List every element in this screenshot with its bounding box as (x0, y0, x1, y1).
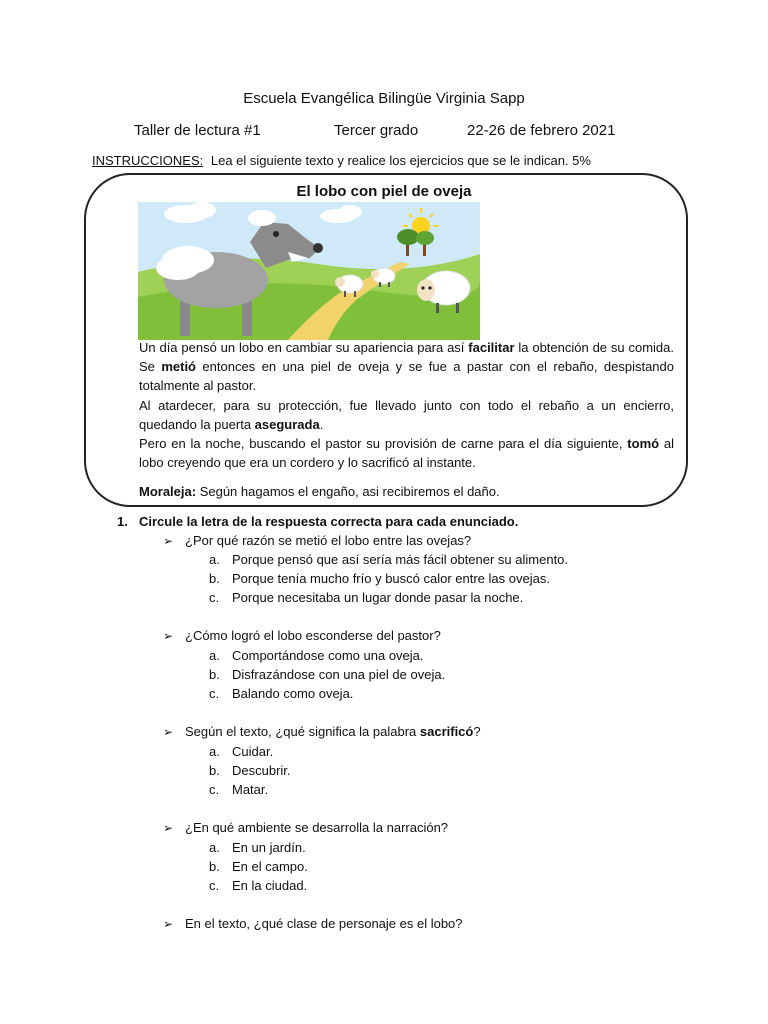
story-paragraph: Pero en la noche, buscando el pastor su provisión de carne para el día siguiente, tomó al lobo creyendo que era un cordero y lo sacrificó al instante. (139, 436, 674, 471)
moral-text: Según hagamos el engaño, asi recibiremos el daño. (196, 484, 500, 499)
date-range: 22-26 de febrero 2021 (467, 122, 616, 139)
answer-option[interactable]: b. Disfrazándose con una piel de oveja. (209, 667, 446, 682)
story-paragraph: Un día pensó un lobo en cambiar su apariencia para así facilitar la obtención de su comida. Se metió entonces en una piel de oveja y se fue a pastar con el rebaño, despistando totalmente al pastor. (139, 340, 674, 394)
instructions-label: INSTRUCCIONES: (92, 153, 204, 168)
answer-option[interactable]: b. Porque tenía mucho frío y buscó calor entre las ovejas. (209, 571, 550, 586)
arrow-bullet-icon: ➢ (163, 534, 174, 548)
workshop-title: Taller de lectura #1 (134, 122, 261, 139)
answer-option[interactable]: a. Porque pensó que así sería más fácil obtener su alimento. (209, 552, 569, 567)
arrow-bullet-icon: ➢ (163, 725, 174, 739)
answer-option[interactable]: b. Descubrir. (209, 763, 291, 778)
answer-option[interactable]: a. En un jardín. (209, 840, 306, 855)
wolf-sheep-illustration (138, 202, 480, 340)
exercise-heading: 1. Circule la letra de la respuesta correcta para cada enunciado. (117, 514, 519, 529)
grade-label: Tercer grado (334, 122, 419, 139)
story-paragraph: Al atardecer, para su protección, fue llevado junto con todo el rebaño a un encierro, quedando la puerta asegurada. (139, 397, 674, 432)
answer-option[interactable]: a. Cuidar. (209, 744, 274, 759)
answer-option[interactable]: c. En la ciudad. (209, 878, 308, 893)
arrow-bullet-icon: ➢ (163, 917, 174, 931)
question: ➢ ¿En qué ambiente se desarrolla la narración? (163, 820, 449, 835)
arrow-bullet-icon: ➢ (163, 821, 174, 835)
story-title: El lobo con piel de oveja (296, 183, 472, 200)
answer-option[interactable]: c. Balando como oveja. (209, 686, 354, 701)
arrow-bullet-icon: ➢ (163, 629, 174, 643)
moral (139, 484, 500, 499)
instructions-text: Lea el siguiente texto y realice los ejercicios que se le indican. 5% (210, 153, 591, 168)
answer-option[interactable]: c. Matar. (209, 782, 269, 797)
school-name: Escuela Evangélica Bilingüe Virginia Sapp (243, 90, 525, 107)
instructions (92, 153, 591, 168)
answer-option[interactable]: a. Comportándose como una oveja. (209, 648, 424, 663)
moral-label: Moraleja: (139, 484, 197, 499)
question: ➢ ¿Por qué razón se metió el lobo entre las ovejas? (163, 533, 472, 548)
story-text (139, 338, 674, 472)
question: ➢ ¿Cómo logró el lobo esconderse del pastor? (163, 628, 441, 643)
answer-option[interactable]: c. Porque necesitaba un lugar donde pasar la noche. (209, 590, 524, 605)
question: ➢ En el texto, ¿qué clase de personaje es el lobo? (163, 916, 463, 931)
answer-option[interactable]: b. En el campo. (209, 859, 308, 874)
question: ➢ Según el texto, ¿qué significa la palabra sacrificó? (163, 724, 481, 739)
